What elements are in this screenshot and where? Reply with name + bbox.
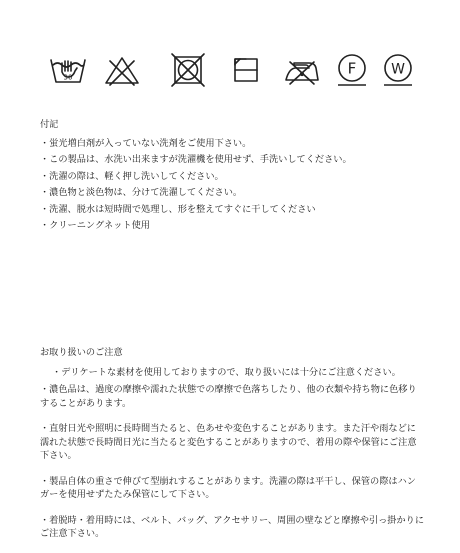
care-notes-section (40, 117, 440, 235)
notes-line: ・この製品は、水洗い出来ますが洗濯機を使用せず、手洗いしてください。 (40, 154, 352, 165)
hand-wash-temp-label: 30 (63, 73, 73, 82)
wet-clean-w-icon (378, 50, 418, 90)
dry-clean-f-icon (332, 50, 372, 90)
handling-precautions-section (40, 346, 425, 553)
care-heading: お取り扱いのご注意 (40, 347, 123, 358)
notes-line: ・蛍光増白剤が入っていない洗剤をご使用下さい。 (40, 137, 252, 149)
dry-clean-label: F (347, 59, 357, 78)
wet-clean-label: W (391, 61, 405, 78)
no-tumble-dry-icon (168, 50, 208, 90)
care-paragraph: ・直射日光や照明に長時間当たると、色あせや変色することがあります。また汗や雨などに濡れた状態で長時間日光に当たると変色することがありますので、着用の際や保管にご注意下さい。 (40, 423, 417, 461)
no-bleach-icon (102, 50, 142, 90)
notes-line: ・クリーニングネット使用 (40, 220, 150, 231)
iron-low-icon (282, 50, 322, 90)
care-symbols-row (0, 50, 460, 90)
care-intro: ・デリケートな素材を使用しておりますので、取り扱いには十分にご注意ください。 (52, 366, 401, 378)
notes-line: ・洗濯の際は、軽く押し洗いしてください。 (40, 170, 224, 182)
notes-heading: 付記 (40, 119, 59, 130)
shade-dry-flat-icon (226, 50, 266, 90)
hand-wash-30-icon (48, 50, 88, 90)
care-paragraph: ・着脱時・着用時には、ベルト、バッグ、アクセサリー、周囲の壁などと摩擦や引っ掛かりにご注意下さい。 (40, 514, 425, 539)
care-paragraph: ・製品自体の重さで伸びて型崩れすることがあります。洗濯の際は平干し、保管の際はハンガーを使用せずたたみ保管にして下さい。 (40, 475, 416, 500)
notes-line: ・洗濯、脱水は短時間で処理し、形を整えてすぐに干してください (40, 203, 316, 215)
notes-line: ・濃色物と淡色物は、分けて洗濯してください。 (40, 187, 243, 198)
care-paragraph: ・濃色品は、過度の摩擦や濡れた状態での摩擦で色落ちしたり、他の衣類や持ち物に色移りすることがあります。 (40, 384, 417, 409)
